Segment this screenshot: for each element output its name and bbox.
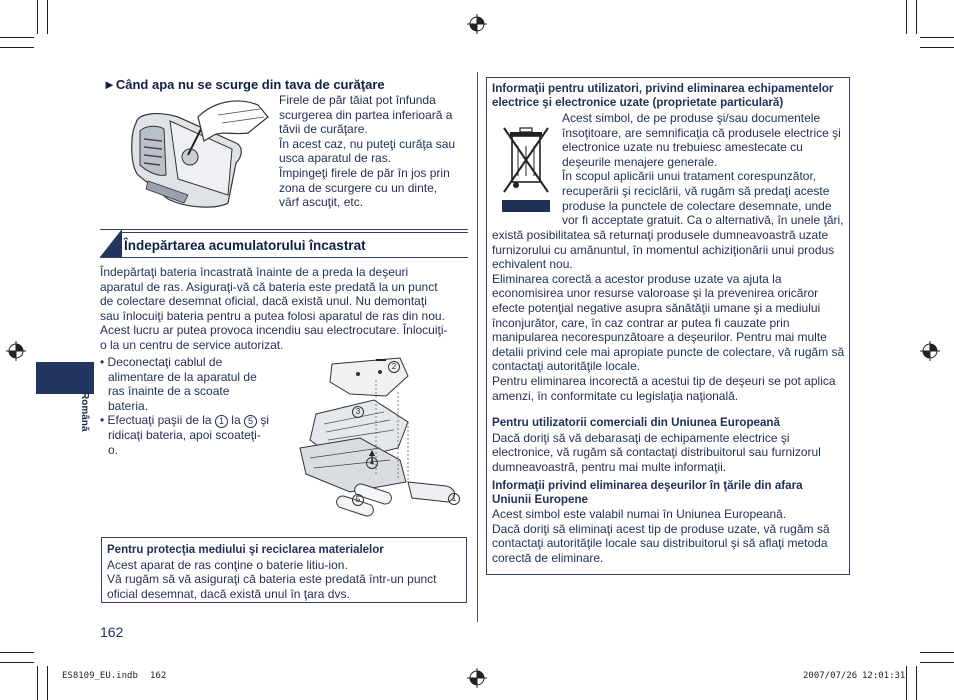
text-line: dumneavoastră, pentru mai multe informaţii. bbox=[492, 459, 727, 474]
text-line: În acest caz, nu puteţi curăţa sau bbox=[279, 136, 456, 151]
battery-removal-diagram bbox=[280, 352, 468, 524]
crop-mark bbox=[906, 0, 907, 34]
bullet-line: • Deconectaţi cablul de bbox=[100, 355, 223, 369]
footer-filename: ES8109_EU.indb bbox=[62, 671, 138, 681]
battery-paragraph bbox=[100, 265, 468, 353]
text-line: usca aparatul de ras. bbox=[279, 151, 392, 166]
bullet-line: ras înainte de a scoate bbox=[108, 384, 230, 399]
crop-mark bbox=[916, 666, 917, 700]
title-line: Informaţii pentru utilizatori, privind eliminarea echipamentelor bbox=[492, 82, 834, 95]
diagram-label: 1 bbox=[448, 493, 460, 505]
drain-text bbox=[279, 93, 469, 210]
weee-title bbox=[492, 82, 848, 110]
text-line: însoţitoare, are semnificaţia că produsele electrice şi bbox=[562, 125, 841, 140]
text-line: tăvii de curăţare. bbox=[279, 122, 368, 137]
shaver-cleaning-illustration bbox=[118, 95, 270, 215]
section-rule bbox=[100, 229, 468, 230]
step-circle: 5 bbox=[244, 415, 257, 428]
outside-heading-line: Uniunii Europene bbox=[492, 493, 588, 506]
text-line: scurgerea din partea inferioară a bbox=[279, 107, 453, 122]
title-line: electrice şi electronice uzate (proprietate particulară) bbox=[492, 96, 784, 109]
bullet-line: bateria. bbox=[108, 398, 149, 413]
bullet-line: alimentare de la aparatul de bbox=[108, 369, 257, 384]
text-line: Eliminarea corectă a acestor produse uzate va ajuta la bbox=[492, 271, 782, 286]
text-line: manipularea necorespunzătoare a deşeurilor. Pentru mai multe bbox=[492, 330, 827, 345]
battery-heading: Îndepărtarea acumulatorului încastrat bbox=[124, 238, 366, 253]
outside-heading-line: Informaţii privind eliminarea deşeurilor în ţările din afara bbox=[492, 479, 803, 492]
crop-mark bbox=[47, 0, 48, 34]
text-line: o la un centru de service autorizat. bbox=[100, 337, 284, 352]
footer-date: 2007/07/26 bbox=[803, 671, 858, 681]
text-line: economisirea unor resurse valoroase şi la prevenirea oricăror bbox=[492, 286, 819, 301]
notice-title: Pentru protecţia mediului şi reciclarea materialelor bbox=[107, 544, 384, 556]
drain-heading: ►Când apa nu se scurge din tava de curăţare bbox=[103, 77, 385, 92]
disposal-body-text bbox=[492, 228, 848, 403]
diagram-label: 3 bbox=[352, 406, 364, 418]
text-line: Îndepărtaţi bateria încastrată înainte de a preda la deşeuri bbox=[100, 265, 409, 279]
registration-mark-icon bbox=[467, 668, 487, 688]
bullet-list bbox=[100, 355, 280, 458]
diagram-label: 5 bbox=[352, 494, 364, 506]
crop-mark bbox=[0, 652, 34, 653]
crop-mark bbox=[920, 37, 954, 38]
step-circle: 1 bbox=[215, 415, 228, 428]
text-line: electronice uzate nu trebuiesc amestecate cu bbox=[562, 140, 803, 155]
text-line: Acest simbol este valabil numai în Uniunea Europeană. bbox=[492, 507, 787, 521]
diagram-label: 4 bbox=[366, 457, 378, 469]
crop-mark bbox=[0, 37, 34, 38]
list-item bbox=[100, 355, 280, 413]
text-line: sau înlocuiţi bateria pentru a putea folosi aparatul de ras din nou. bbox=[100, 308, 445, 323]
section-corner-marker bbox=[100, 229, 122, 257]
registration-mark-icon bbox=[6, 341, 26, 361]
language-tab bbox=[36, 362, 94, 394]
crop-mark bbox=[47, 666, 48, 700]
text-line: înconjurător, care, în caz contrar ar putea fi cauzate prin bbox=[492, 315, 790, 330]
column-divider bbox=[477, 72, 478, 622]
text-line: Firele de păr tăiat pot înfunda bbox=[279, 93, 436, 107]
bullet-text: şi bbox=[260, 413, 269, 428]
footer-page: 162 bbox=[150, 671, 167, 681]
text-line: deşeurile menajere generale. bbox=[562, 154, 718, 169]
text-line: există posibilitatea să returnaţi produsele dumneavoastră uzate bbox=[492, 228, 829, 242]
text-line: Împingeţi firele de păr în jos prin bbox=[279, 165, 450, 180]
environment-notice-box bbox=[101, 537, 467, 603]
crop-mark bbox=[920, 662, 954, 663]
text-line: Pentru eliminarea incorectă a acestui tip de deşeuri se pot aplica bbox=[492, 373, 836, 388]
text-line: aparatul de ras. Asiguraţi-vă că bateria este predată la un punct bbox=[100, 279, 438, 294]
registration-mark-icon bbox=[467, 14, 487, 34]
bullet-line: ridicaţi bateria, apoi scoateţi- bbox=[108, 428, 261, 443]
crop-mark bbox=[920, 47, 954, 48]
text-line: efecte potenţial negative asupra sănătăţii umane şi a mediului bbox=[492, 300, 821, 315]
text-line: electronice, vă rugăm să contactaţi distribuitorul sau furnizorul bbox=[492, 445, 821, 460]
crop-mark bbox=[920, 652, 954, 653]
notice-line: Vă rugăm să vă asiguraţi că bateria este predată într-un punct bbox=[107, 572, 437, 587]
notice-line: Acest aparat de ras conţine o baterie litiu-ion. bbox=[107, 557, 348, 572]
section-rule bbox=[100, 257, 468, 258]
text-line: Acest lucru ar putea provoca incendiu sau electrocutare. Înlocuiţi- bbox=[100, 323, 448, 338]
page-number: 162 bbox=[100, 624, 124, 640]
text-line: corectă de eliminare. bbox=[492, 550, 604, 565]
language-tab-label: Română bbox=[79, 392, 90, 432]
text-line: furnizorului cu amănuntul, în momentul achiziţionării unui produs bbox=[492, 242, 835, 257]
crossed-out-wheelie-bin-icon bbox=[500, 122, 552, 214]
text-line: produse la punctele de colectare desemnate, unde bbox=[562, 198, 832, 213]
text-line: Dacă doriţi să eliminaţi acest tip de produse uzate, vă rugăm să bbox=[492, 521, 830, 536]
bullet-line: o. bbox=[108, 442, 119, 457]
text-line: vârf ascuţit, etc. bbox=[279, 195, 364, 210]
symbol-description bbox=[562, 111, 850, 228]
text-line: Dacă doriţi să vă debarasaţi de echipamente electrice şi bbox=[492, 430, 790, 445]
text-line: de colectare desemnat oficial, dacă există unul. Nu demontaţi bbox=[100, 294, 427, 309]
commercial-users-section bbox=[492, 416, 848, 474]
text-line: În scopul aplicării unui tratament corespunzător, bbox=[562, 169, 817, 184]
text-line: zona de scurgere cu un dinte, bbox=[279, 180, 438, 195]
text-line: amenzi, în conformitate cu legislaţia naţională. bbox=[492, 388, 739, 403]
commercial-heading: Pentru utilizatorii comerciali din Uniunea Europeană bbox=[492, 416, 780, 429]
text-line: detalii privind cele mai apropiate puncte de colectare, vă rugăm să bbox=[492, 344, 845, 359]
text-line: contactaţi autorităţile locale. bbox=[492, 359, 641, 374]
section-rule bbox=[121, 232, 468, 233]
text-line: Acest simbol, de pe produse şi/sau documentele bbox=[562, 111, 821, 125]
outside-eu-section bbox=[492, 479, 848, 565]
bullet-text: la bbox=[231, 413, 241, 428]
footer-time: 12:01:31 bbox=[862, 671, 906, 681]
text-line: recuperării şi reciclării, vă rugăm să predaţi aceste bbox=[562, 183, 830, 198]
diagram-label: 2 bbox=[388, 361, 400, 373]
crop-mark bbox=[906, 666, 907, 700]
crop-mark bbox=[37, 0, 38, 34]
text-line: vor fi acceptate gratuit. Ca o alternativă, în unele ţări, bbox=[562, 213, 844, 228]
crop-mark bbox=[0, 47, 34, 48]
notice-line: oficial desemnat, dacă există unul în ţara dvs. bbox=[107, 586, 350, 601]
list-item bbox=[100, 413, 280, 457]
text-line: echivalent nou. bbox=[492, 257, 573, 272]
bullet-text: • Efectuaţi paşii de la bbox=[100, 413, 212, 428]
registration-mark-icon bbox=[920, 341, 940, 361]
crop-mark bbox=[0, 662, 34, 663]
text-line: contactaţi autorităţile locale sau distribuitorul şi să aflaţi metoda bbox=[492, 536, 828, 551]
crop-mark bbox=[37, 666, 38, 700]
bullet-line bbox=[100, 413, 280, 428]
crop-mark bbox=[916, 0, 917, 34]
